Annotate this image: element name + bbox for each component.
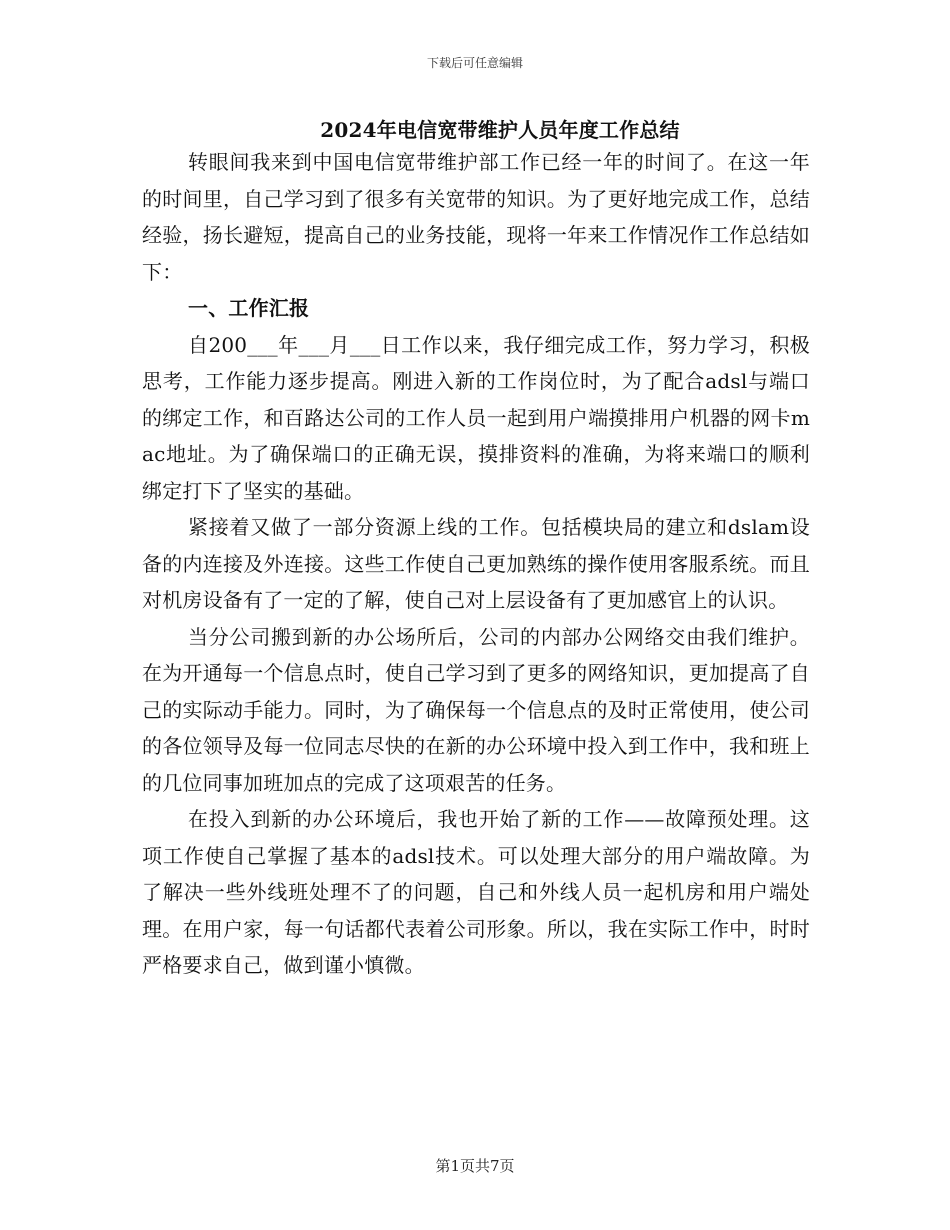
body-paragraph: 在投入到新的办公环境后，我也开始了新的工作——故障预处理。这项工作使自己掌握了基本的adsl技术。可以处理大部分的用户端故障。为了解决一些外线班处理不了的问题，自己和外线人员一起机房和用户端处理。在用户家，每一句话都代表着公司形象。所以，我在实际工作中，时时严格要求自己，做到谨小慎微。	[142, 807, 810, 977]
body-paragraph: 自200___年___月___日工作以来，我仔细完成工作，努力学习，积极思考，工作能力逐步提高。刚进入新的工作岗位时，为了配合adsl与端口的绑定工作，和百路达公司的工作人员一起到用户端摸排用户机器的网卡mac地址。为了确保端口的正确无误，摸排资料的准确，为将来端口的顺利绑定打下了坚实的基础。	[142, 332, 810, 503]
body-paragraph: 紧接着又做了一部分资源上线的工作。包括模块局的建立和dslam设备的内连接及外连接。这些工作使自己更加熟练的操作使用客服系统。而且对机房设备有了一定的了解，使自己对上层设备有了更加感官上的认识。	[142, 515, 810, 612]
body-paragraph: 当分公司搬到新的办公场所后，公司的内部办公网络交由我们维护。在为开通每一个信息点时，使自己学习到了更多的网络知识，更加提高了自己的实际动手能力。同时，为了确保每一个信息点的及时正常使用，使公司的各位领导及每一位同志尽快的在新的办公环境中投入到工作中，我和班上的几位同事加班加点的完成了这项艰苦的任务。	[142, 624, 810, 795]
document-title: 2024年电信宽带维护人员年度工作总结	[320, 118, 680, 142]
section-heading: 一、工作汇报	[188, 296, 310, 320]
page-number: 第1页共7页	[435, 1157, 515, 1175]
document-body	[142, 144, 810, 984]
header-note: 下载后可任意编辑	[426, 56, 523, 70]
intro-paragraph: 转眼间我来到中国电信宽带维护部工作已经一年的时间了。在这一年的时间里，自己学习到了很多有关宽带的知识。为了更好地完成工作，总结经验，扬长避短，提高自己的业务技能，现将一年来工作情况作工作总结如下：	[142, 150, 810, 284]
